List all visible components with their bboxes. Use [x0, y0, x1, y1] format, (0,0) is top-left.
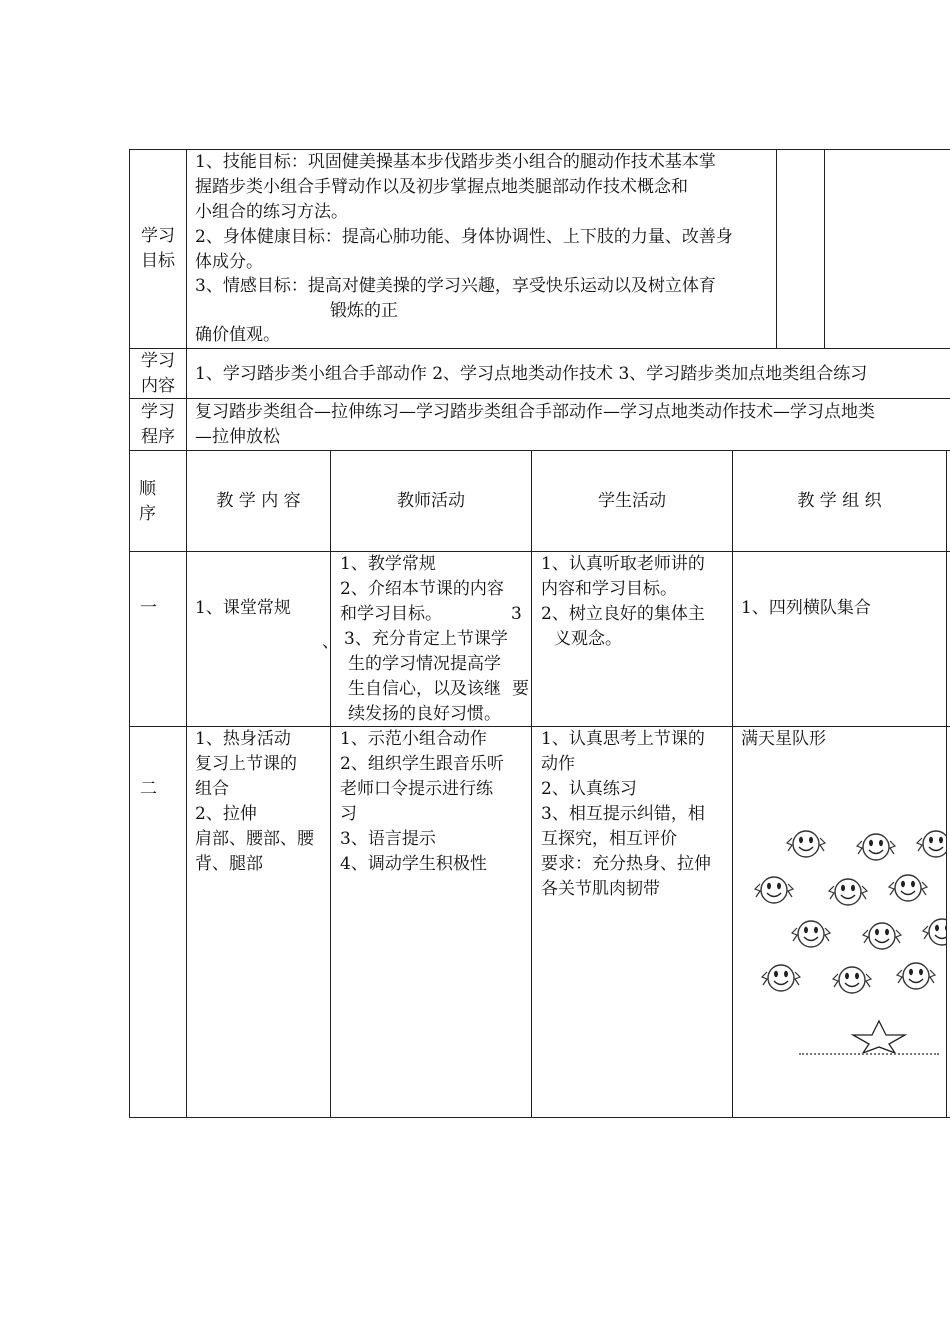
smiley-face-icon [913, 824, 946, 864]
smiley-face-icon [829, 960, 875, 1000]
smiley-face-icon [825, 872, 871, 912]
smiley-face-icon [885, 868, 931, 908]
smiley-face-icon [751, 870, 797, 910]
formation-diagram [733, 800, 946, 1116]
content-text: 1、学习踏步类小组合手部动作 2、学习点地类动作技术 3、学习踏步类加点地类组合练习 [195, 364, 868, 384]
content-label: 学习 内容 [141, 351, 175, 396]
header-student-activity: 学生活动 [598, 491, 666, 511]
star-icon [849, 1018, 909, 1054]
row-organization: 1、四列横队集合 [741, 598, 871, 618]
smiley-face-icon [919, 912, 946, 952]
row-content: 1、课堂常规 [195, 598, 291, 618]
header-teaching-content: 教 学 内 容 [216, 491, 301, 511]
smiley-face-icon [859, 916, 905, 956]
header-organization: 教 学 组 织 [797, 491, 882, 511]
smiley-face-icon [758, 958, 804, 998]
dotted-line [799, 1053, 939, 1055]
row-order: 二 [140, 779, 157, 799]
smiley-face-icon [788, 914, 834, 954]
smiley-face-icon [893, 956, 939, 996]
header-order: 顺 序 [139, 479, 156, 524]
row-organization: 满天星队形 [741, 729, 826, 749]
procedure-label: 学习 程序 [141, 402, 175, 447]
smiley-face-icon [783, 824, 829, 864]
row-order: 一 [140, 598, 157, 618]
smiley-face-icon [853, 827, 899, 867]
objectives-label: 学习 目标 [141, 226, 175, 271]
header-teacher-activity: 教师活动 [397, 491, 465, 511]
procedure-text: 复习踏步类组合—拉伸练习—学习踏步类组合手部动作—学习点地类动作技术—学习点地类 —拉伸放松 [195, 402, 875, 447]
